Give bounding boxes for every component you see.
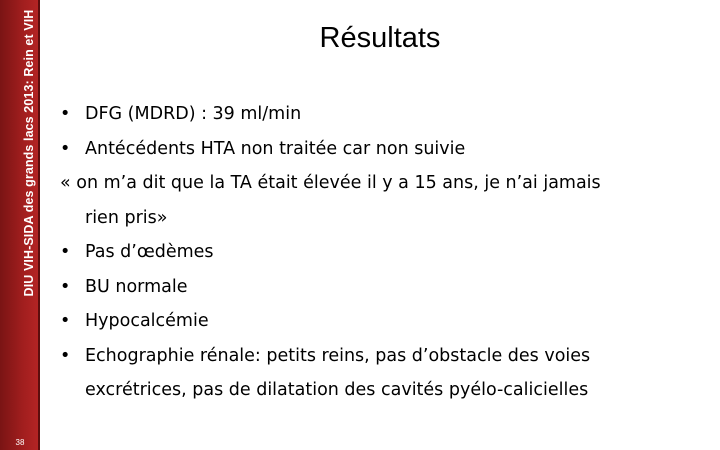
list-item-oedemes [60, 235, 700, 270]
bullet-icon: • [60, 138, 71, 159]
bullet-icon: • [60, 311, 71, 331]
page-number: 38 [15, 438, 25, 447]
bullet-icon: • [60, 104, 71, 124]
list-item-hypocalcemie [60, 304, 700, 339]
quote-line-1: « on m’a dit que la TA était élevée il y a 15 ans, je n’ai jamais [60, 173, 601, 193]
quote-line-2: rien pris» [85, 207, 168, 228]
list-item-text: BU normale [85, 276, 188, 297]
side-bar [0, 0, 40, 450]
list-item-text-line-2: excrétrices, pas de dilatation des cavités pyélo-calicielles [85, 380, 589, 400]
bullet-icon: • [60, 242, 71, 262]
list-item-antecedents [60, 132, 700, 167]
list-item-text-line-1: Echographie rénale: petits reins, pas d’obstacle des voies [85, 345, 591, 366]
list-item-text: DFG (MDRD) : 39 ml/min [85, 104, 302, 124]
list-item-text: Antécédents HTA non traitée car non suivie [85, 138, 466, 159]
content-list [60, 97, 700, 408]
list-item-dfg [60, 97, 700, 132]
bullet-icon: • [60, 345, 71, 366]
list-item-bu [60, 270, 700, 305]
slide-title: Résultats [319, 22, 441, 54]
quote-block [60, 166, 700, 235]
sidebar-label: DIU VIH-SIDA des grands lacs 2013: Rein et VIH [22, 9, 36, 297]
list-item-text: Pas d’œdèmes [85, 242, 214, 262]
list-item-echographie [60, 339, 700, 408]
bullet-icon: • [60, 276, 71, 297]
list-item-text: Hypocalcémie [85, 311, 209, 331]
